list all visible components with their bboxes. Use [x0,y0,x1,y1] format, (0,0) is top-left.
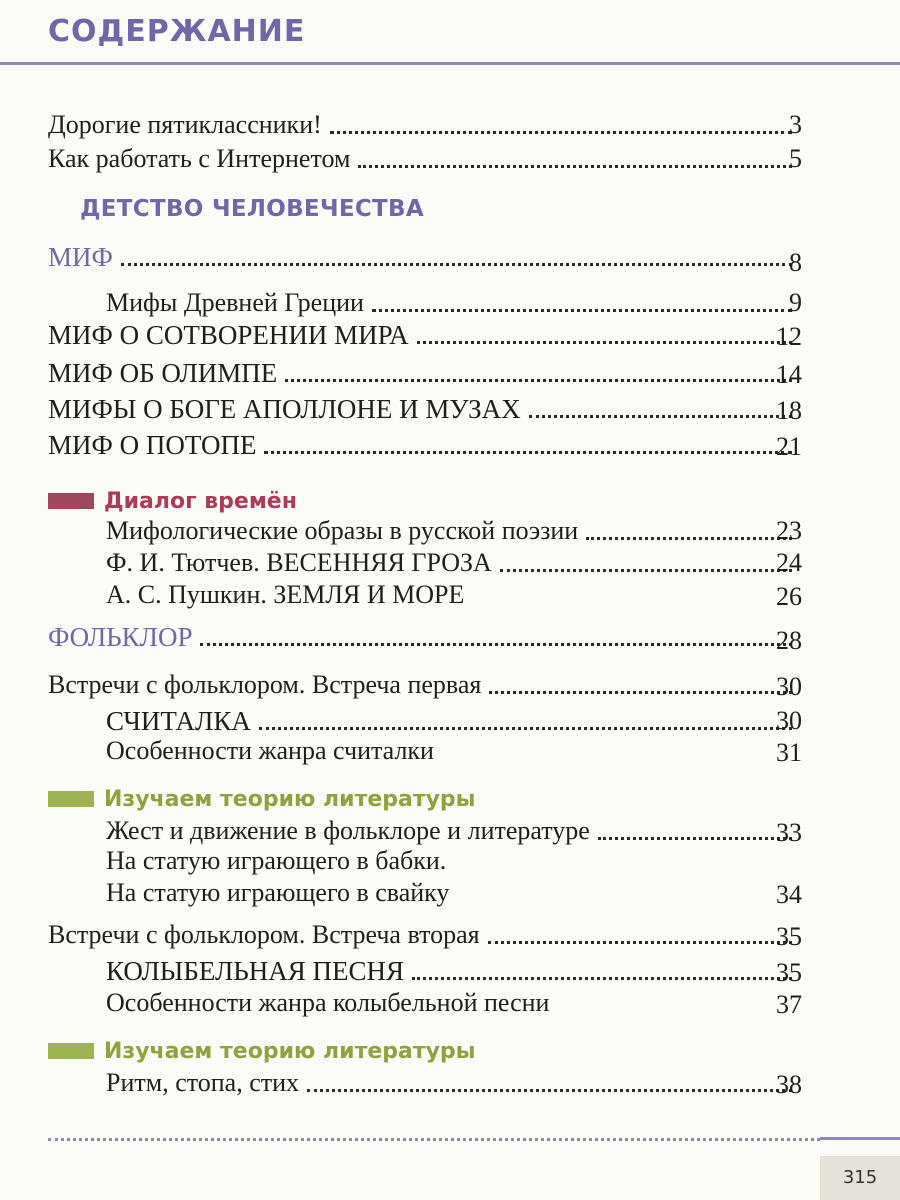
rubric-theory [48,782,476,816]
leader-dots [264,451,792,454]
toc-entry-page: 24 [776,548,802,577]
toc-entry-page: 35 [776,922,802,951]
toc-entry[interactable] [106,546,800,580]
rubric-label: Изучаем теорию литературы [104,1038,476,1064]
toc-entry-title: СЧИТАЛКА [106,706,251,736]
toc-entry[interactable] [106,514,800,548]
toc-entry-page: 18 [776,396,802,425]
toc-entry-title: Дорогие пятиклассники! [48,110,322,139]
toc-entry-title: МИФ [48,242,113,272]
leader-dots [417,341,792,344]
page-title: СОДЕРЖАНИЕ [48,14,306,49]
toc-entry-page: 23 [776,516,802,545]
toc-entry-page: 8 [789,248,802,277]
leader-dots [358,165,792,168]
footer-divider-solid [820,1137,900,1140]
toc-entry-title-line: На статую играющего в бабки. [106,846,447,875]
toc-entry-title[interactable]: Особенности жанра колыбельной песни [106,988,550,1017]
toc-entry-title: МИФ ОБ ОЛИМПЕ [48,358,278,388]
toc-entry[interactable] [48,108,800,142]
rubric-label: Изучаем теорию литературы [104,786,476,812]
toc-entry-title: ФОЛЬКЛОР [48,622,193,652]
toc-entry-page: 14 [776,360,802,389]
rubric-label: Диалог времён [104,488,297,514]
toc-entry-title: Мифологические образы в русской поэзии [106,516,579,545]
toc-entry-page: 30 [776,706,802,735]
toc-entry-title: Встречи с фольклором. Встреча первая [48,670,482,699]
leader-dots [412,977,792,980]
section-heading: ДЕТСТВО ЧЕЛОВЕЧЕСТВА [80,196,424,222]
toc-entry-title: МИФЫ О БОГЕ АПОЛЛОНЕ И МУЗАХ [48,394,521,424]
toc-entry-page: 21 [776,432,802,461]
toc-entry[interactable] [48,318,800,352]
toc-entry[interactable] [48,428,800,462]
toc-entry-page: 26 [776,582,802,611]
leader-dots [121,263,792,266]
toc-entry-title: КОЛЫБЕЛЬНАЯ ПЕСНЯ [106,956,405,986]
toc-entry-page: 12 [776,322,802,351]
toc-entry-title: МИФ О ПОТОПЕ [48,430,257,460]
toc-entry-title: Мифы Древней Греции [106,288,364,317]
toc-entry[interactable] [48,142,800,176]
toc-entry-page: 31 [776,738,802,767]
toc-entry[interactable] [106,954,800,988]
toc-entry-page: 30 [776,672,802,701]
header-divider [0,62,900,65]
rubric-marker [48,493,94,509]
toc-entry-title: Ритм, стопа, стих [106,1068,300,1097]
rubric-marker [48,1043,94,1059]
toc-entry[interactable] [106,1066,800,1100]
toc-entry[interactable] [106,704,800,738]
toc-entry[interactable] [48,918,800,952]
leader-dots [307,1089,792,1092]
toc-entry-title: Встречи с фольклором. Встреча вторая [48,920,480,949]
toc-entry-page: 33 [776,818,802,847]
leader-dots [259,727,792,730]
toc-entry-title: МИФ О СОТВОРЕНИИ МИРА [48,320,409,350]
toc-entry-page: 37 [776,990,802,1019]
toc-entry[interactable] [48,620,800,654]
toc-entry-title: Жест и движение в фольклоре и литературе [106,816,590,845]
toc-entry-page: 5 [789,144,802,173]
footer-divider [48,1138,820,1141]
leader-dots [330,131,792,134]
toc-entry[interactable] [48,356,800,390]
leader-dots [285,379,792,382]
rubric-dialog [48,484,297,518]
toc-entry[interactable] [106,814,800,848]
toc-entry[interactable] [106,286,800,320]
toc-entry[interactable] [48,392,800,426]
page-number: 315 [820,1156,900,1200]
toc-entry[interactable] [48,668,800,702]
toc-entry-page: 35 [776,958,802,987]
toc-entry-title[interactable]: На статую играющего в свайку [106,878,450,907]
toc-entry-page: 9 [789,288,802,317]
leader-dots [372,309,792,312]
toc-entry-page: 3 [789,110,802,139]
leader-dots [200,643,792,646]
toc-entry-title: Ф. И. Тютчев. ВЕСЕННЯЯ ГРОЗА [106,548,492,577]
toc-entry-title[interactable]: Особенности жанра считалки [106,736,434,765]
toc-entry-page: 34 [776,880,802,909]
rubric-theory [48,1034,476,1068]
rubric-marker [48,791,94,807]
toc-entry-title[interactable]: А. С. Пушкин. ЗЕМЛЯ И МОРЕ [106,580,465,609]
toc-entry-page: 28 [776,626,802,655]
toc-entry[interactable] [48,240,800,274]
toc-entry-title: Как работать с Интернетом [48,144,351,173]
toc-entry-page: 38 [776,1070,802,1099]
